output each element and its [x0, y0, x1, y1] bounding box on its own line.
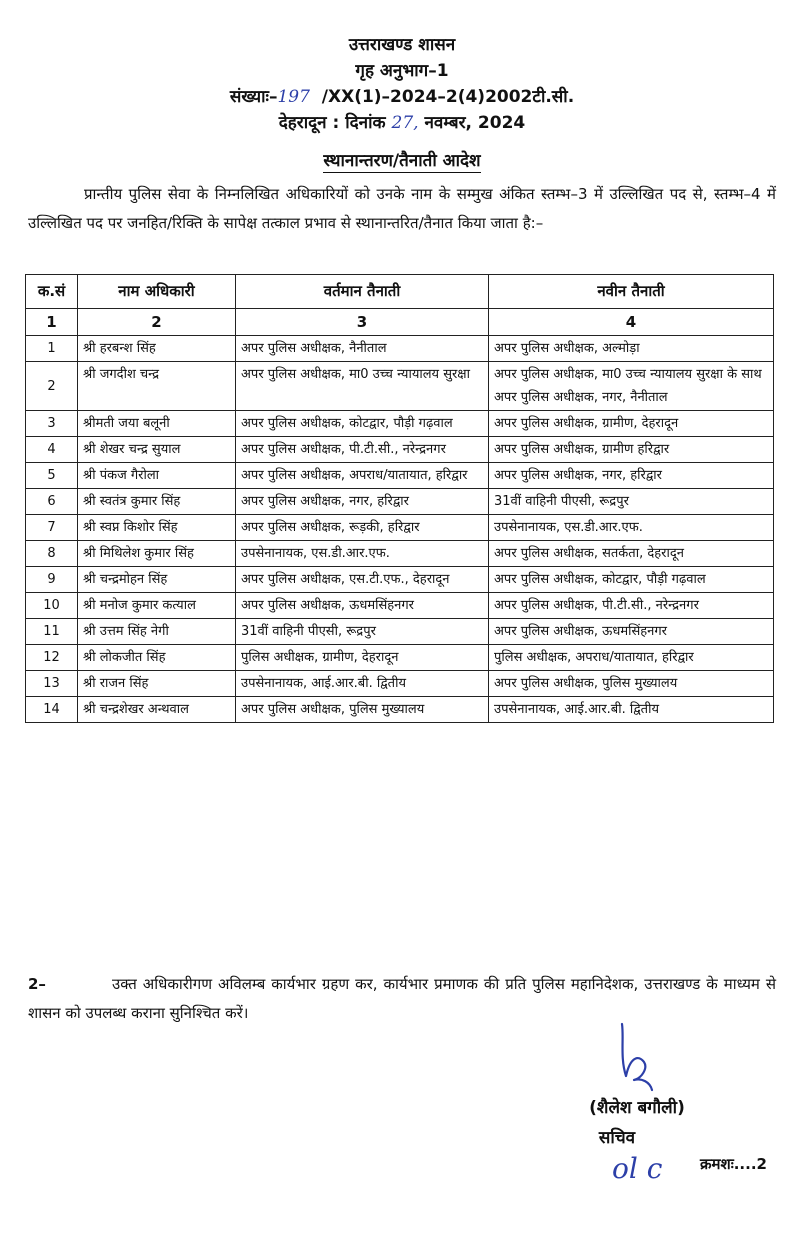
- new-posting: अपर पुलिस अधीक्षक, सतर्कता, देहरादून: [489, 541, 774, 567]
- table-row: [26, 645, 774, 671]
- row-sn: 8: [26, 541, 78, 567]
- current-posting: अपर पुलिस अधीक्षक, मा0 उच्च न्यायालय सुरक्षा: [236, 362, 489, 411]
- table-row: [26, 593, 774, 619]
- row-sn: 5: [26, 463, 78, 489]
- intro-paragraph: [28, 180, 776, 238]
- signatory-designation: सचिव: [598, 1128, 636, 1148]
- new-posting: अपर पुलिस अधीक्षक, ग्रामीण, देहरादून: [489, 411, 774, 437]
- table-row: [26, 411, 774, 437]
- row-sn: 3: [26, 411, 78, 437]
- govt-name: उत्तराखण्ड शासन: [348, 35, 456, 55]
- signature-mark: [604, 1018, 664, 1098]
- new-posting: अपर पुलिस अधीक्षक, पुलिस मुख्यालय: [489, 671, 774, 697]
- row-sn: 13: [26, 671, 78, 697]
- current-posting: अपर पुलिस अधीक्षक, नगर, हरिद्वार: [236, 489, 489, 515]
- handwritten-initials: ol c: [612, 1152, 663, 1185]
- new-posting: उपसेनानायक, आई.आर.बी. द्वितीय: [489, 697, 774, 723]
- row-sn: 11: [26, 619, 78, 645]
- date-handwritten: 27,: [391, 113, 419, 133]
- current-posting: उपसेनानायक, एस.डी.आर.एफ.: [236, 541, 489, 567]
- date-rest: नवम्बर, 2024: [424, 113, 526, 133]
- row-sn: 7: [26, 515, 78, 541]
- new-posting: अपर पुलिस अधीक्षक, अल्मोड़ा: [489, 336, 774, 362]
- row-sn: 1: [26, 336, 78, 362]
- number-ref: /XX(1)–2024–2(4)2002टी.सी.: [321, 87, 575, 107]
- point-2-number: 2–: [28, 975, 46, 993]
- table-row: [26, 362, 774, 411]
- current-posting: अपर पुलिस अधीक्षक, पी.टी.सी., नरेन्द्रनगर: [236, 437, 489, 463]
- table-row: [26, 515, 774, 541]
- officer-name: श्री स्वतंत्र कुमार सिंह: [78, 489, 236, 515]
- row-sn: 4: [26, 437, 78, 463]
- header-current: वर्तमान तैनाती: [236, 275, 489, 309]
- officer-name: श्री हरबन्श सिंह: [78, 336, 236, 362]
- officer-name: श्री लोकजीत सिंह: [78, 645, 236, 671]
- officer-name: श्री राजन सिंह: [78, 671, 236, 697]
- officer-name: श्री पंकज गैरोला: [78, 463, 236, 489]
- header-new: नवीन तैनाती: [489, 275, 774, 309]
- continued-marker: क्रमशः....2: [700, 1155, 767, 1173]
- point-2-text: उक्त अधिकारीगण अविलम्ब कार्यभार ग्रहण कर, कार्यभार प्रमाणक की प्रति पुलिस महानिदेशक, उत्तराखण्ड के माध्यम से शासन को उपलब्ध कराना सुनिश्चित करें।: [28, 975, 776, 1022]
- officer-name: श्री चन्द्रमोहन सिंह: [78, 567, 236, 593]
- signatory-name: (शैलेश बगौली): [589, 1098, 685, 1118]
- current-posting: अपर पुलिस अधीक्षक, नैनीताल: [236, 336, 489, 362]
- new-posting: अपर पुलिस अधीक्षक, मा0 उच्च न्यायालय सुरक्षा के साथ अपर पुलिस अधीक्षक, नगर, नैनीताल: [489, 362, 774, 411]
- number-label: संख्याः–: [229, 87, 278, 107]
- current-posting: अपर पुलिस अधीक्षक, रूड़की, हरिद्वार: [236, 515, 489, 541]
- order-date: [0, 110, 804, 133]
- officer-name: श्री चन्द्रशेखर अन्थवाल: [78, 697, 236, 723]
- current-posting: पुलिस अधीक्षक, ग्रामीण, देहरादून: [236, 645, 489, 671]
- officer-name: श्री उत्तम सिंह नेगी: [78, 619, 236, 645]
- current-posting: अपर पुलिस अधीक्षक, कोटद्वार, पौड़ी गढ़वाल: [236, 411, 489, 437]
- new-posting: उपसेनानायक, एस.डी.आर.एफ.: [489, 515, 774, 541]
- order-number: [0, 84, 804, 107]
- officer-name: श्री शेखर चन्द्र सुयाल: [78, 437, 236, 463]
- table-row: [26, 463, 774, 489]
- current-posting: अपर पुलिस अधीक्षक, पुलिस मुख्यालय: [236, 697, 489, 723]
- current-posting: अपर पुलिस अधीक्षक, अपराध/यातायात, हरिद्वार: [236, 463, 489, 489]
- header-sn: क.सं: [26, 275, 78, 309]
- intro-text: प्रान्तीय पुलिस सेवा के निम्नलिखित अधिकारियों को उनके नाम के सम्मुख अंकित स्तम्भ–3 में उल्लिखित पद से, स्तम्भ–4 में उल्लिखित पद पर जनहित/रिक्ति के सापेक्ष तत्काल प्रभाव से स्थानान्तरित/तैनात किया जाता है:–: [28, 185, 776, 232]
- row-sn: 6: [26, 489, 78, 515]
- col-number: 4: [489, 309, 774, 336]
- table-row: [26, 489, 774, 515]
- officer-name: श्री मनोज कुमार कत्याल: [78, 593, 236, 619]
- col-number: 3: [236, 309, 489, 336]
- transfer-table: [25, 274, 774, 723]
- new-posting: अपर पुलिस अधीक्षक, नगर, हरिद्वार: [489, 463, 774, 489]
- current-posting: अपर पुलिस अधीक्षक, ऊधमसिंहनगर: [236, 593, 489, 619]
- current-posting: अपर पुलिस अधीक्षक, एस.टी.एफ., देहरादून: [236, 567, 489, 593]
- page-title: [0, 148, 804, 171]
- new-posting: अपर पुलिस अधीक्षक, ऊधमसिंहनगर: [489, 619, 774, 645]
- table-row: [26, 567, 774, 593]
- table-header-row: [26, 275, 774, 309]
- current-posting: उपसेनानायक, आई.आर.बी. द्वितीय: [236, 671, 489, 697]
- new-posting: 31वीं वाहिनी पीएसी, रूद्रपुर: [489, 489, 774, 515]
- new-posting: अपर पुलिस अधीक्षक, ग्रामीण हरिद्वार: [489, 437, 774, 463]
- table-row: [26, 697, 774, 723]
- header-name: नाम अधिकारी: [78, 275, 236, 309]
- col-number: 1: [26, 309, 78, 336]
- current-posting: 31वीं वाहिनी पीएसी, रूद्रपुर: [236, 619, 489, 645]
- column-number-row: [26, 309, 774, 336]
- row-sn: 10: [26, 593, 78, 619]
- title-text: स्थानान्तरण/तैनाती आदेश: [323, 151, 481, 171]
- table-row: [26, 336, 774, 362]
- section-name: गृह अनुभाग–1: [355, 61, 449, 81]
- table-row: [26, 671, 774, 697]
- row-sn: 14: [26, 697, 78, 723]
- officer-name: श्री मिथिलेश कुमार सिंह: [78, 541, 236, 567]
- col-number: 2: [78, 309, 236, 336]
- row-sn: 2: [26, 362, 78, 411]
- officer-name: श्री जगदीश चन्द्र: [78, 362, 236, 411]
- row-sn: 12: [26, 645, 78, 671]
- new-posting: पुलिस अधीक्षक, अपराध/यातायात, हरिद्वार: [489, 645, 774, 671]
- number-handwritten: 197: [277, 87, 310, 107]
- new-posting: अपर पुलिस अधीक्षक, पी.टी.सी., नरेन्द्रनगर: [489, 593, 774, 619]
- officer-name: श्री स्वप्न किशोर सिंह: [78, 515, 236, 541]
- new-posting: अपर पुलिस अधीक्षक, कोटद्वार, पौड़ी गढ़वाल: [489, 567, 774, 593]
- table-row: [26, 541, 774, 567]
- table-row: [26, 619, 774, 645]
- table-row: [26, 437, 774, 463]
- date-label: देहरादून : दिनांक: [278, 113, 386, 133]
- row-sn: 9: [26, 567, 78, 593]
- officer-name: श्रीमती जया बलूनी: [78, 411, 236, 437]
